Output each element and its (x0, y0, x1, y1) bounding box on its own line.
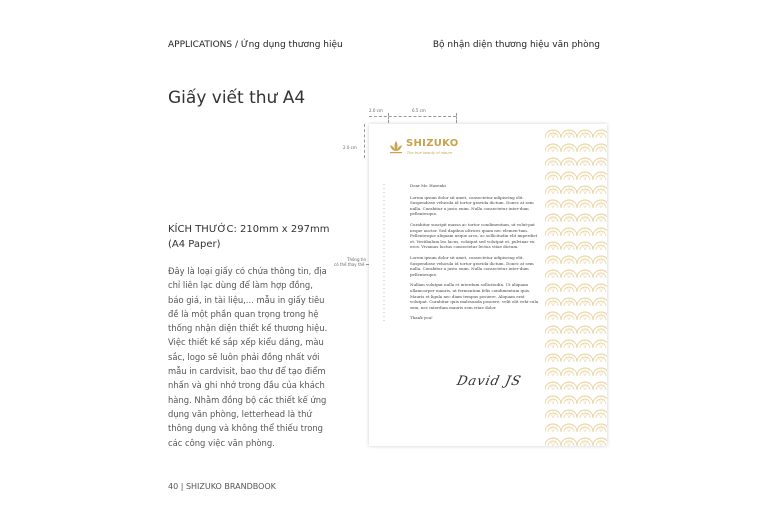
letter-paragraph: Curabitur suscipit massa ac tortor condimentum, ut volut-pat neque auctor. Sed dapibus ultrices quam nec elemen-tum. Pellentesque aliquam neque arcu, ac sollicitudin elit imperdiet et. Vestibulum leo lacus, volutpat sed volutpat et, pulvinar eu eros. Vivamus luctus consectetur lectus vitae dictum. (410, 221, 538, 250)
size-label: KÍCH THƯỚC: 210mm x 297mm (A4 Paper) (168, 224, 330, 250)
letterhead-sheet (369, 124, 607, 446)
dimension-line-left (364, 124, 365, 158)
letter-paragraph: Lorem ipsum dolor sit amet, consectetur adipiscing elit. Suspendisse vehicula id tortor gravida dictum. Donec at sem nulla. Curabitur a justo enim. Nulla consectetur inter-dum pellentesque. (410, 194, 534, 217)
letter-greeting: Dear Mr. Hasenki (410, 183, 446, 188)
note-label-line2: có thể thay thế (334, 262, 365, 267)
letter-closing: Thank you! (410, 315, 433, 321)
logo-tagline: The true beauty of nature (407, 151, 453, 155)
gold-fan-pattern (545, 124, 607, 446)
dimension-tick (456, 113, 457, 123)
letter-paragraph: Lorem ipsum dolor sit amet, consectetur adipiscing elit. Suspendisse vehicula id tortor gravida dictum. Donec at sem nulla. Curabitur a justo enim. Nulla consectetur inter-dum pellentesque. (410, 254, 534, 277)
dimension-margin-left-label: 2.0 cm (369, 108, 383, 113)
page-title: Giấy viết thư A4 (168, 88, 306, 109)
dimension-logo-width-label: 6.5 cm (412, 108, 426, 113)
letter-body (410, 183, 542, 326)
letter-paragraph: Nullam volutpat nulla et interdum sollicitudin. Ut aliquam ullamcorper mauris, ut fermentum felis condimentum quis. Mauris et ligula nec diam tempus posuere. Aliquam erat volutpat. Curabitur quis malesuada posuere, velit elit vehi-cula sem, nec interdum mauris sem vitae dolor. (410, 282, 539, 310)
header-topic-label: Bộ nhận diện thương hiệu văn phòng (432, 40, 600, 50)
page-footer: 40 | SHIZUKO BRANDBOOK (168, 482, 276, 491)
company-logo (388, 137, 464, 159)
logo-wordmark: SHIZUKO (406, 138, 459, 149)
header-section-label: APPLICATIONS / Ứng dụng thương hiệu (168, 40, 343, 50)
dimension-margin-top-label: 2.0 cm (343, 145, 357, 150)
dimension-tick (388, 113, 389, 123)
signature: David JS (455, 374, 523, 389)
dotted-guide-line (382, 184, 386, 324)
lotus-icon (388, 139, 404, 155)
dimension-line-top (369, 116, 456, 117)
note-label-line1: Thông tin (347, 257, 366, 262)
description-paragraph: Đây là loại giấy có chứa thông tin, địa chỉ liên lạc dùng để làm hợp đồng, báo giá, in tài liệu,... mẫu in giấy tiêu đề là một phần quan trọng trong hệ thống nhận diện thiết kế thương hiệu. Việc thiết kế sắp xếp kiểu dáng, màu sắc, logo sẽ luôn phải đồng nhất với mẫu in cardvisit, bao thư để tạo điểm nhấn và ghi nhớ trong đầu của khách hàng. Nhằm đồng bộ các thiết kế ứng dụng văn phòng, letterhead là thứ thông dụng và không thể thiếu trong các công việc văn phòng. (168, 266, 328, 448)
